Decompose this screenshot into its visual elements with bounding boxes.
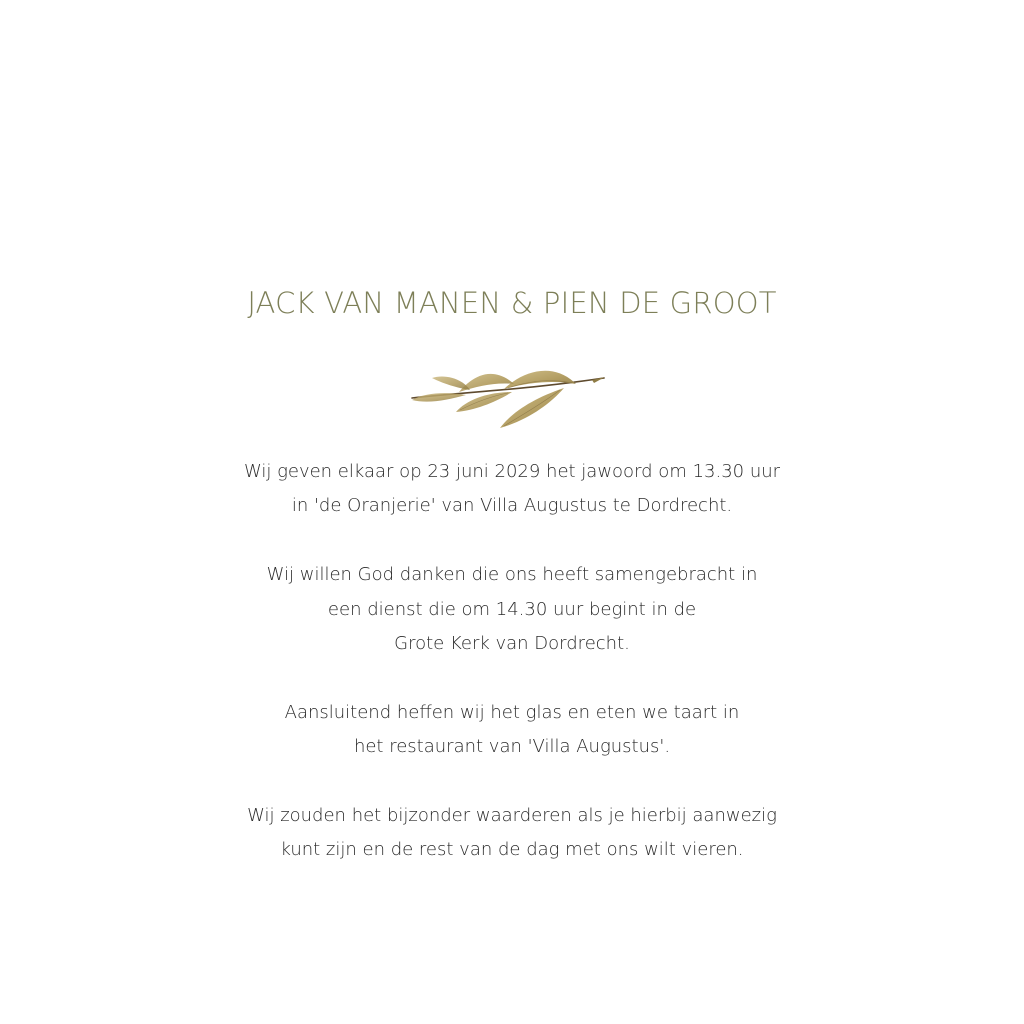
text-line: kunt zijn en de rest van de dag met ons wilt vieren. (280, 839, 744, 861)
text-line: een dienst die om 14.30 uur begint in de (327, 598, 697, 620)
church-service-paragraph (0, 558, 1024, 661)
closing-paragraph (0, 799, 1024, 868)
reception-paragraph (0, 696, 1024, 765)
ceremony-paragraph (0, 455, 1024, 524)
text-line: Wij zouden het bijzonder waarderen als je hierbij aanwezig (247, 805, 777, 827)
text-line: Grote Kerk van Dordrecht. (394, 633, 630, 655)
text-line: in 'de Oranjerie' van Villa Augustus te Dordrecht. (291, 495, 733, 517)
invitation-body (0, 455, 1024, 868)
olive-branch-icon (404, 352, 614, 438)
text-line: het restaurant van 'Villa Augustus'. (353, 736, 671, 758)
text-line: Aansluitend heffen wij het glas en eten we taart in (284, 701, 740, 723)
text-line: Wij geven elkaar op 23 juni 2029 het jawoord om 13.30 uur (243, 461, 781, 482)
text-line: Wij willen God danken die ons heeft samengebracht in (266, 564, 758, 586)
couple-names-title: JACK VAN MANEN & PIEN DE GROOT (247, 286, 777, 320)
